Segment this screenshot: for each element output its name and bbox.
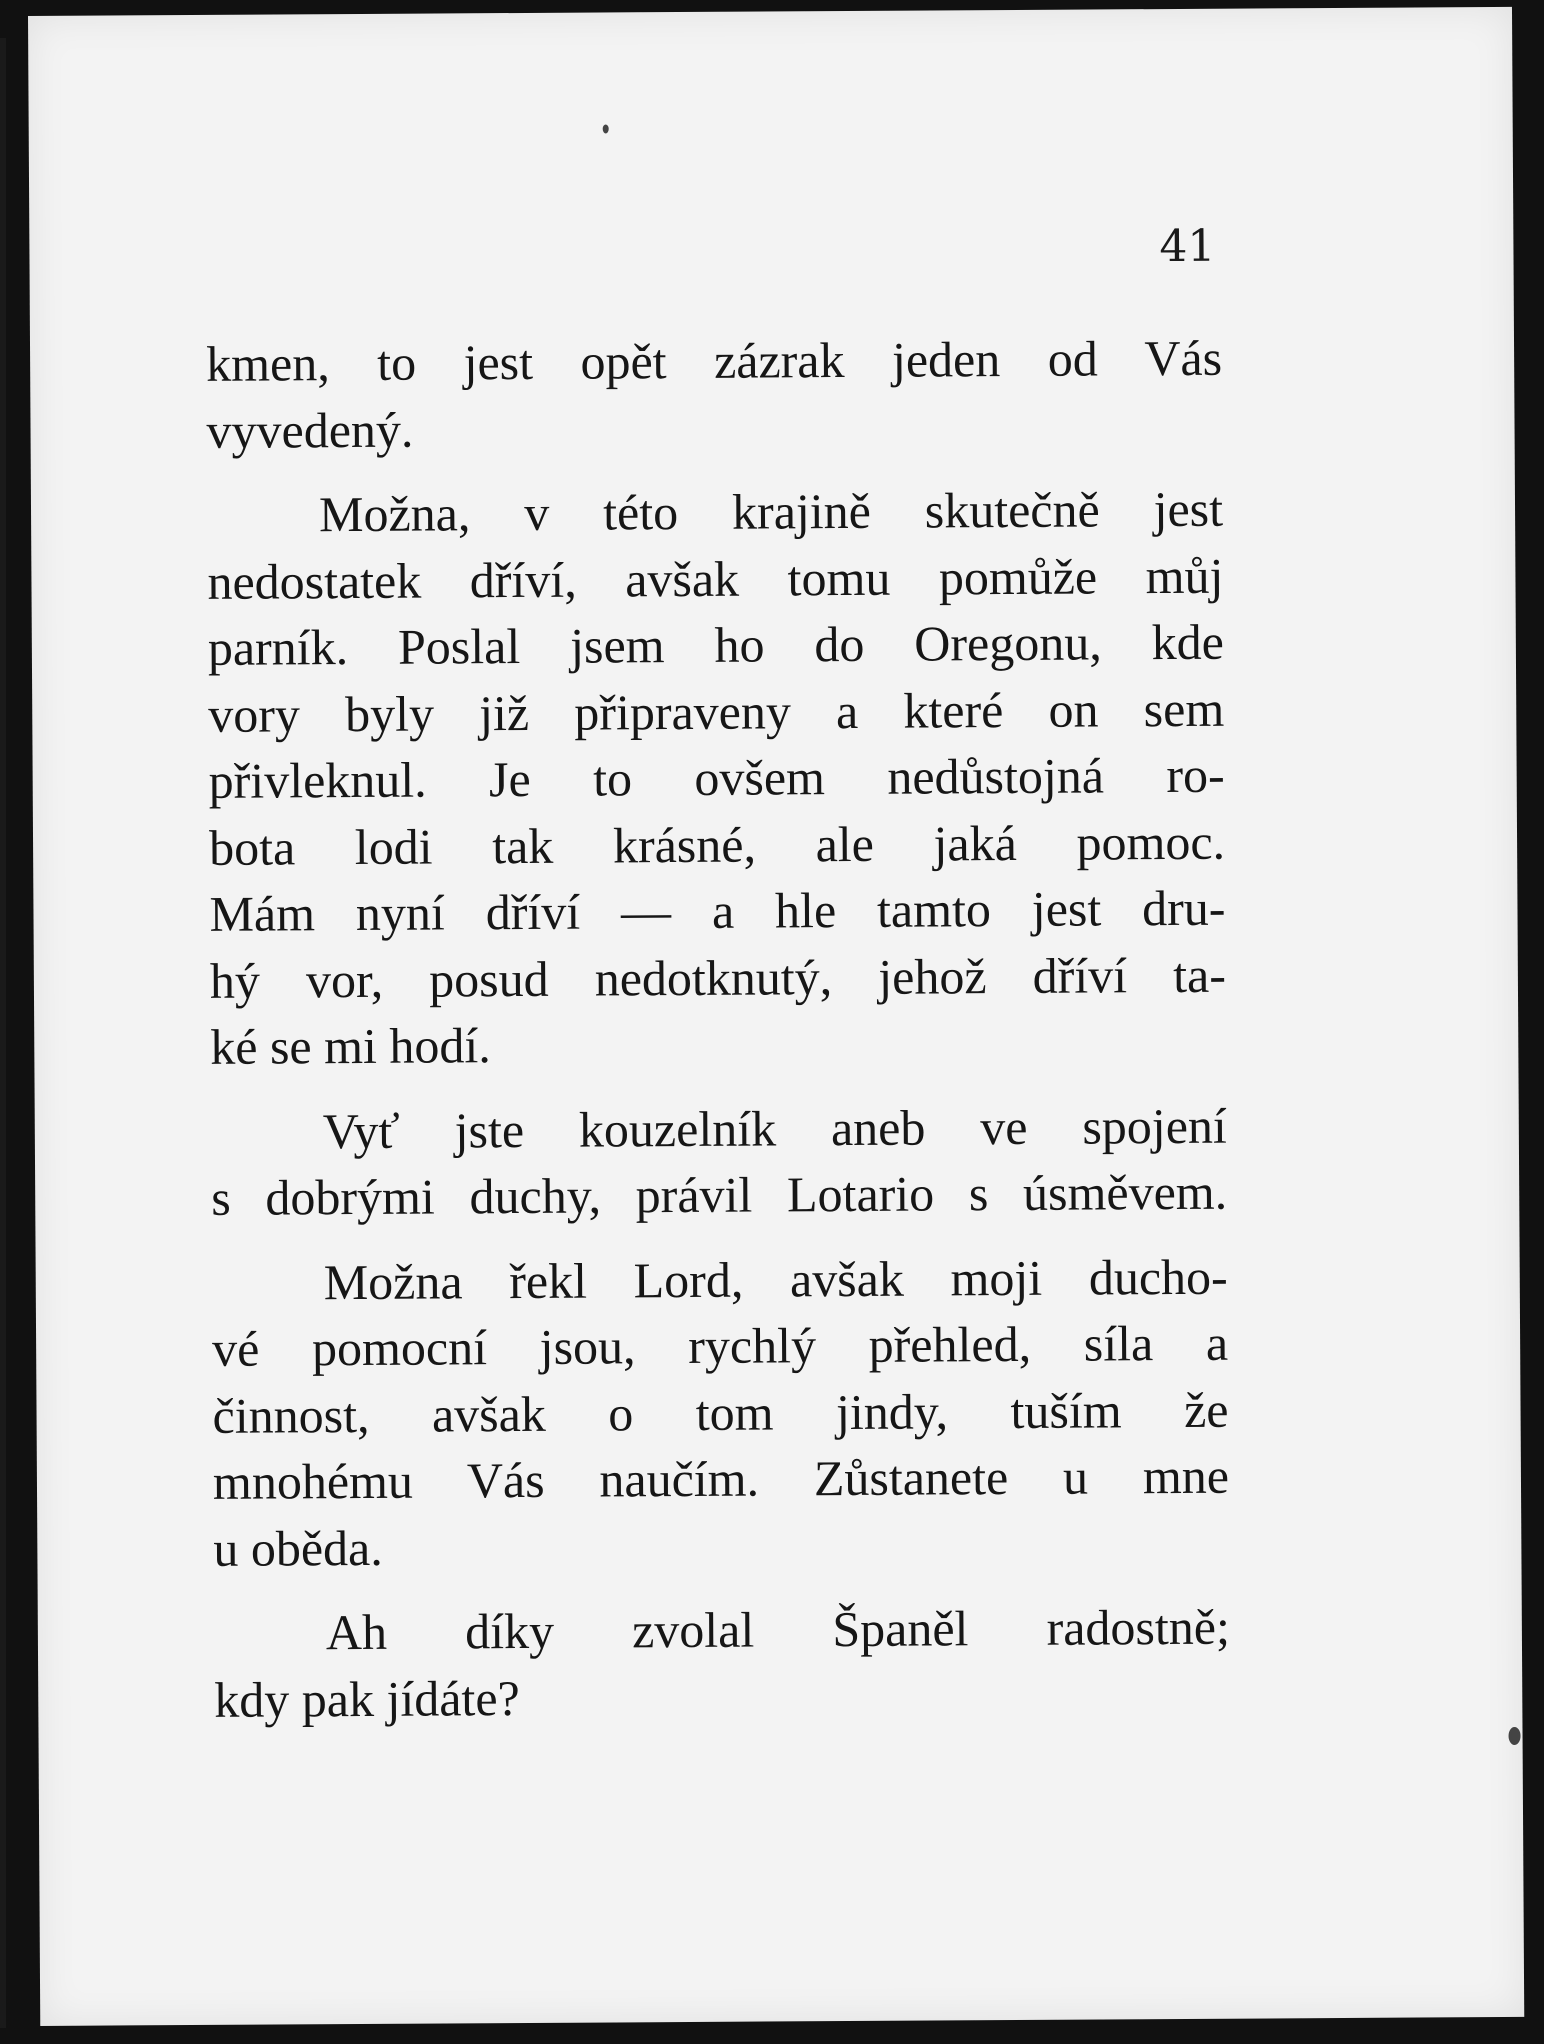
text-line: ké se mi hodí.: [210, 1017, 491, 1075]
paragraph: [207, 476, 1227, 1081]
ink-speck: [1508, 1727, 1520, 1745]
text-line: Možna řekl Lord, avšak moji ducho-: [323, 1248, 1228, 1310]
text-line: nedostatek dříví, avšak tomu pomůže můj: [207, 547, 1224, 610]
text-line: kdy pak jídáte?: [214, 1669, 520, 1728]
paragraph: [212, 1243, 1230, 1582]
text-line: mnohému Vás naučím. Zůstanete u mne: [212, 1447, 1230, 1510]
ink-speck: [603, 124, 609, 133]
paragraph: [214, 1594, 1231, 1733]
text-line: vyvedený.: [206, 401, 414, 459]
text-line: Mám nyní dříví — a hle tamto jest dru-: [209, 879, 1226, 942]
text-line: bota lodi tak krásné, ale jaká pomoc.: [208, 813, 1226, 876]
text-line: Vyť jste kouzelník aneb ve spojení: [322, 1097, 1227, 1159]
text-line: vory byly již připraveny a které on sem: [208, 680, 1225, 743]
text-line: hý vor, posud nedotknutý, jehož dříví ta-: [209, 946, 1227, 1009]
text-line: činnost, avšak o tom jindy, tuším že: [212, 1381, 1229, 1444]
paragraph: [206, 325, 1223, 464]
page-gutter-shadow: [0, 38, 6, 2028]
text-line: vé pomocní jsou, rychlý přehled, síla a: [211, 1314, 1229, 1377]
book-page: [28, 7, 1524, 2026]
text-line: s dobrými duchy, právil Lotario s úsměvem.: [211, 1163, 1228, 1226]
text-line: kmen, to jest opět zázrak jeden od Vás: [205, 329, 1223, 392]
text-line: Možna, v této krajině skutečně jest: [318, 480, 1224, 543]
text-line: přivleknul. Je to ovšem nedůstojná ro-: [208, 746, 1225, 809]
page-number: 41: [1159, 220, 1216, 273]
text-line: Ah díky zvolal Španěl radostně;: [325, 1598, 1231, 1661]
paragraph: [211, 1092, 1228, 1231]
body-text: [206, 325, 1231, 1751]
text-line: parník. Poslal jsem ho do Oregonu, kde: [207, 613, 1225, 676]
text-line: u oběda.: [213, 1519, 383, 1577]
